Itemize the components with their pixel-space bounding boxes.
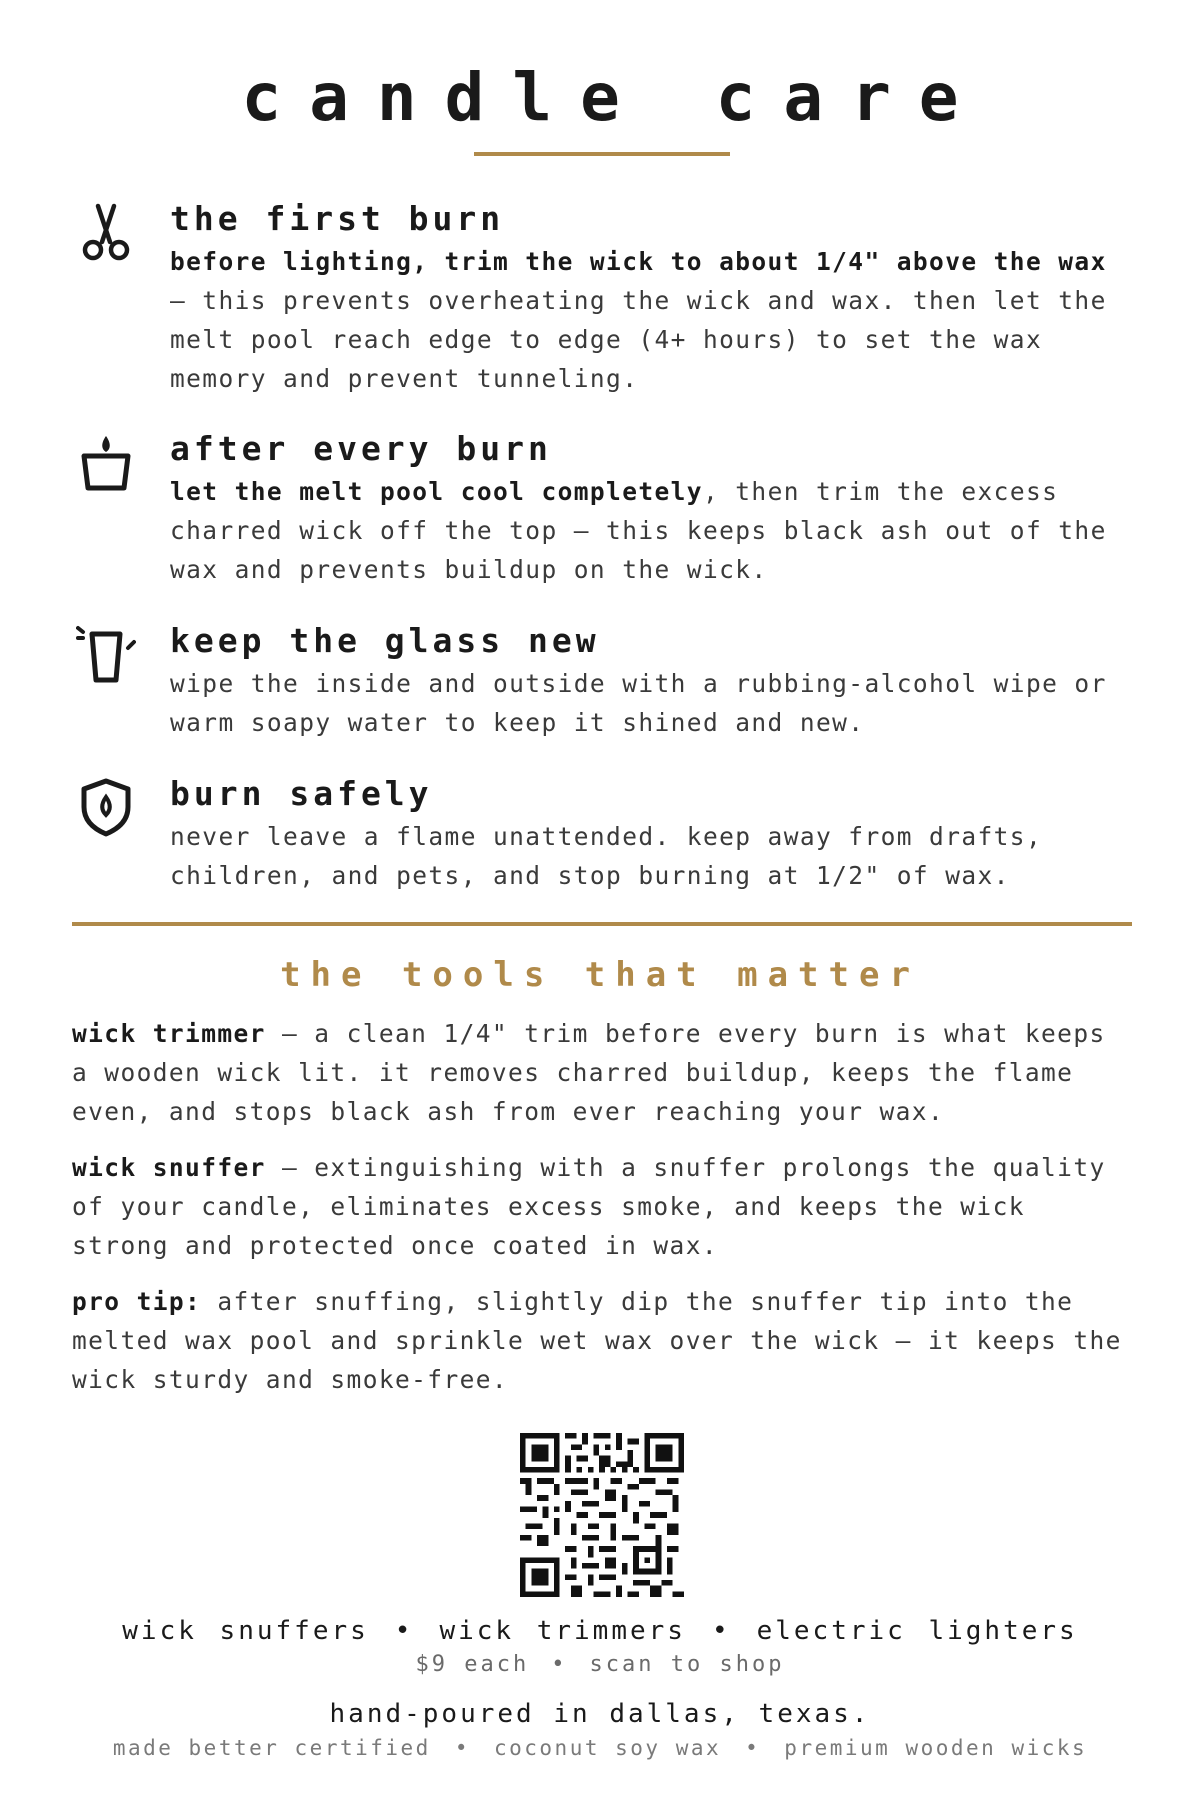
section-body: — this prevents overheating the wick and wax. then let the melt pool reach edge to edge (4+ hours) to set the wax memory and prevent tunneling. <box>170 286 1107 393</box>
bullet-separator: • <box>551 1652 568 1677</box>
candle-icon <box>76 432 136 492</box>
section-heading: burn safely <box>170 774 433 813</box>
tool-wick-trimmer <box>72 1014 1132 1131</box>
tool-wick-snuffer <box>72 1148 1132 1265</box>
section-bold-lead: let the melt pool cool completely <box>170 477 703 506</box>
tool-text: after snuffing, slightly dip the snuffer tip into the melted wax pool and sprinkle wet wax over the wick — it keeps the wick sturdy and smoke-free. <box>72 1287 1122 1394</box>
feature-item: premium wooden wicks <box>784 1736 1088 1760</box>
title-underline <box>474 152 730 156</box>
section-bold-lead: before lighting, trim the wick to about 1/4" above the wax <box>170 247 1107 276</box>
bullet-separator: • <box>394 1616 414 1646</box>
shield-icon <box>76 777 136 837</box>
tool-text: — a clean 1/4" trim before every burn is what keeps a wooden wick lit. it removes charred buildup, keeps the flame even, and stops black ash from ever reaching your wax. <box>72 1019 1106 1126</box>
tool-label: wick snuffer <box>72 1153 266 1182</box>
tools-title: the tools that matter <box>280 955 920 995</box>
made-in-line: hand-poured in dallas, texas. <box>329 1699 871 1729</box>
tool-label: wick trimmer <box>72 1019 266 1048</box>
price-text: $9 each <box>415 1652 530 1677</box>
section-text: wipe the inside and outside with a rubbing-alcohol wipe or warm soapy water to keep it shined and new. <box>170 669 1107 737</box>
feature-item: coconut soy wax <box>493 1736 722 1760</box>
feature-item: made better certified <box>112 1736 431 1760</box>
section-divider <box>72 922 1132 926</box>
section-heading: the first burn <box>170 199 505 238</box>
scan-to-shop-text: scan to shop <box>589 1652 785 1677</box>
page-title: candle care <box>241 59 987 136</box>
shining-glass-icon <box>76 624 136 684</box>
tool-pro-tip <box>72 1282 1132 1399</box>
tool-text: — extinguishing with a snuffer prolongs the quality of your candle, eliminates excess smoke, and keeps the wick strong and protected once coated in wax. <box>72 1153 1106 1260</box>
scissors-icon <box>76 202 136 262</box>
price-line <box>0 1648 1200 1682</box>
shop-products <box>0 1612 1200 1650</box>
product-wick-snuffers[interactable]: wick snuffers <box>122 1616 369 1646</box>
bullet-separator: • <box>454 1736 470 1760</box>
section-heading: after every burn <box>170 429 552 468</box>
feature-line <box>0 1732 1200 1764</box>
section-text <box>170 472 1130 589</box>
tool-label: pro tip: <box>72 1287 202 1316</box>
section-body: , then trim the excess charred wick off the top — this keeps black ash out of the wax and prevents buildup on the wick. <box>170 477 1107 584</box>
section-text: never leave a flame unattended. keep away from drafts, children, and pets, and stop burning at 1/2" of wax. <box>170 822 1043 890</box>
qr-code-icon[interactable] <box>520 1433 684 1597</box>
product-electric-lighters[interactable]: electric lighters <box>756 1616 1078 1646</box>
section-heading: keep the glass new <box>170 621 600 660</box>
bullet-separator: • <box>745 1736 761 1760</box>
bullet-separator: • <box>711 1616 731 1646</box>
section-text <box>170 242 1130 398</box>
product-wick-trimmers[interactable]: wick trimmers <box>439 1616 686 1646</box>
